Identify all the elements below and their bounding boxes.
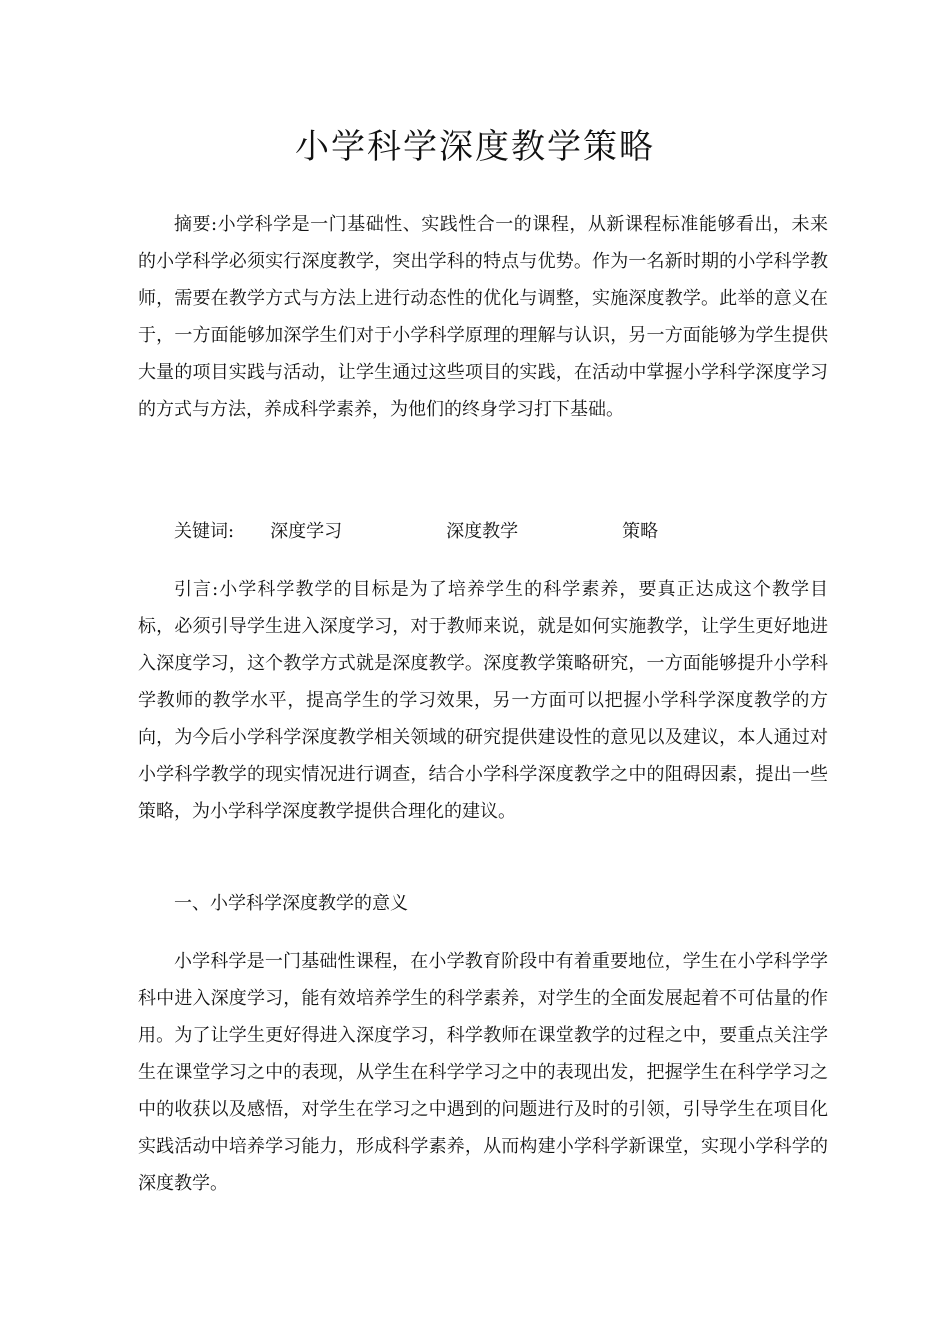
- document-title: 小学科学深度教学策略: [295, 127, 655, 167]
- keyword-item: 深度教学: [446, 521, 519, 542]
- keyword-item: 深度学习: [270, 521, 343, 542]
- section-heading: 一、小学科学深度教学的意义: [174, 893, 408, 914]
- keywords-line: [138, 513, 828, 550]
- keywords-label: 关键词:: [174, 521, 235, 542]
- section-body-paragraph: 小学科学是一门基础性课程，在小学教育阶段中有着重要地位，学生在小学科学学科中进入深度学习，能有效培养学生的科学素养，对学生的全面发展起着不可估量的作用。为了让学生更好得进入深度学习，科学教师在课堂教学的过程之中，要重点关注学生在课堂学习之中的表现，从学生在科学学习之中的表现出发，把握学生在科学学习之中的收获以及感悟，对学生在学习之中遇到的问题进行及时的引领，引导学生在项目化实践活动中培养学习能力，形成科学素养，从而构建小学科学新课堂，实现小学科学的深度教学。: [138, 951, 828, 1194]
- introduction-paragraph: 引言:小学科学教学的目标是为了培养学生的科学素养，要真正达成这个教学目标，必须引导学生进入深度学习，对于教师来说，就是如何实施教学，让学生更好地进入深度学习，这个教学方式就是深度教学。深度教学策略研究，一方面能够提升小学科学教师的教学水平，提高学生的学习效果，另一方面可以把握小学科学深度教学的方向，为今后小学科学深度教学相关领域的研究提供建设性的意见以及建议，本人通过对小学科学教学的现实情况进行调查，结合小学科学深度教学之中的阻碍因素，提出一些策略，为小学科学深度教学提供合理化的建议。: [138, 579, 828, 822]
- abstract-paragraph: 摘要:小学科学是一门基础性、实践性合一的课程，从新课程标准能够看出，未来的小学科学必须实行深度教学，突出学科的特点与优势。作为一名新时期的小学科学教师，需要在教学方式与方法上进行动态性的优化与调整，实施深度教学。此举的意义在于，一方面能够加深学生们对于小学科学原理的理解与认识，另一方面能够为学生提供大量的项目实践与活动，让学生通过这些项目的实践，在活动中掌握小学科学深度学习的方式与方法，养成科学素养，为他们的终身学习打下基础。: [138, 214, 828, 420]
- keyword-item: 策略: [622, 521, 659, 542]
